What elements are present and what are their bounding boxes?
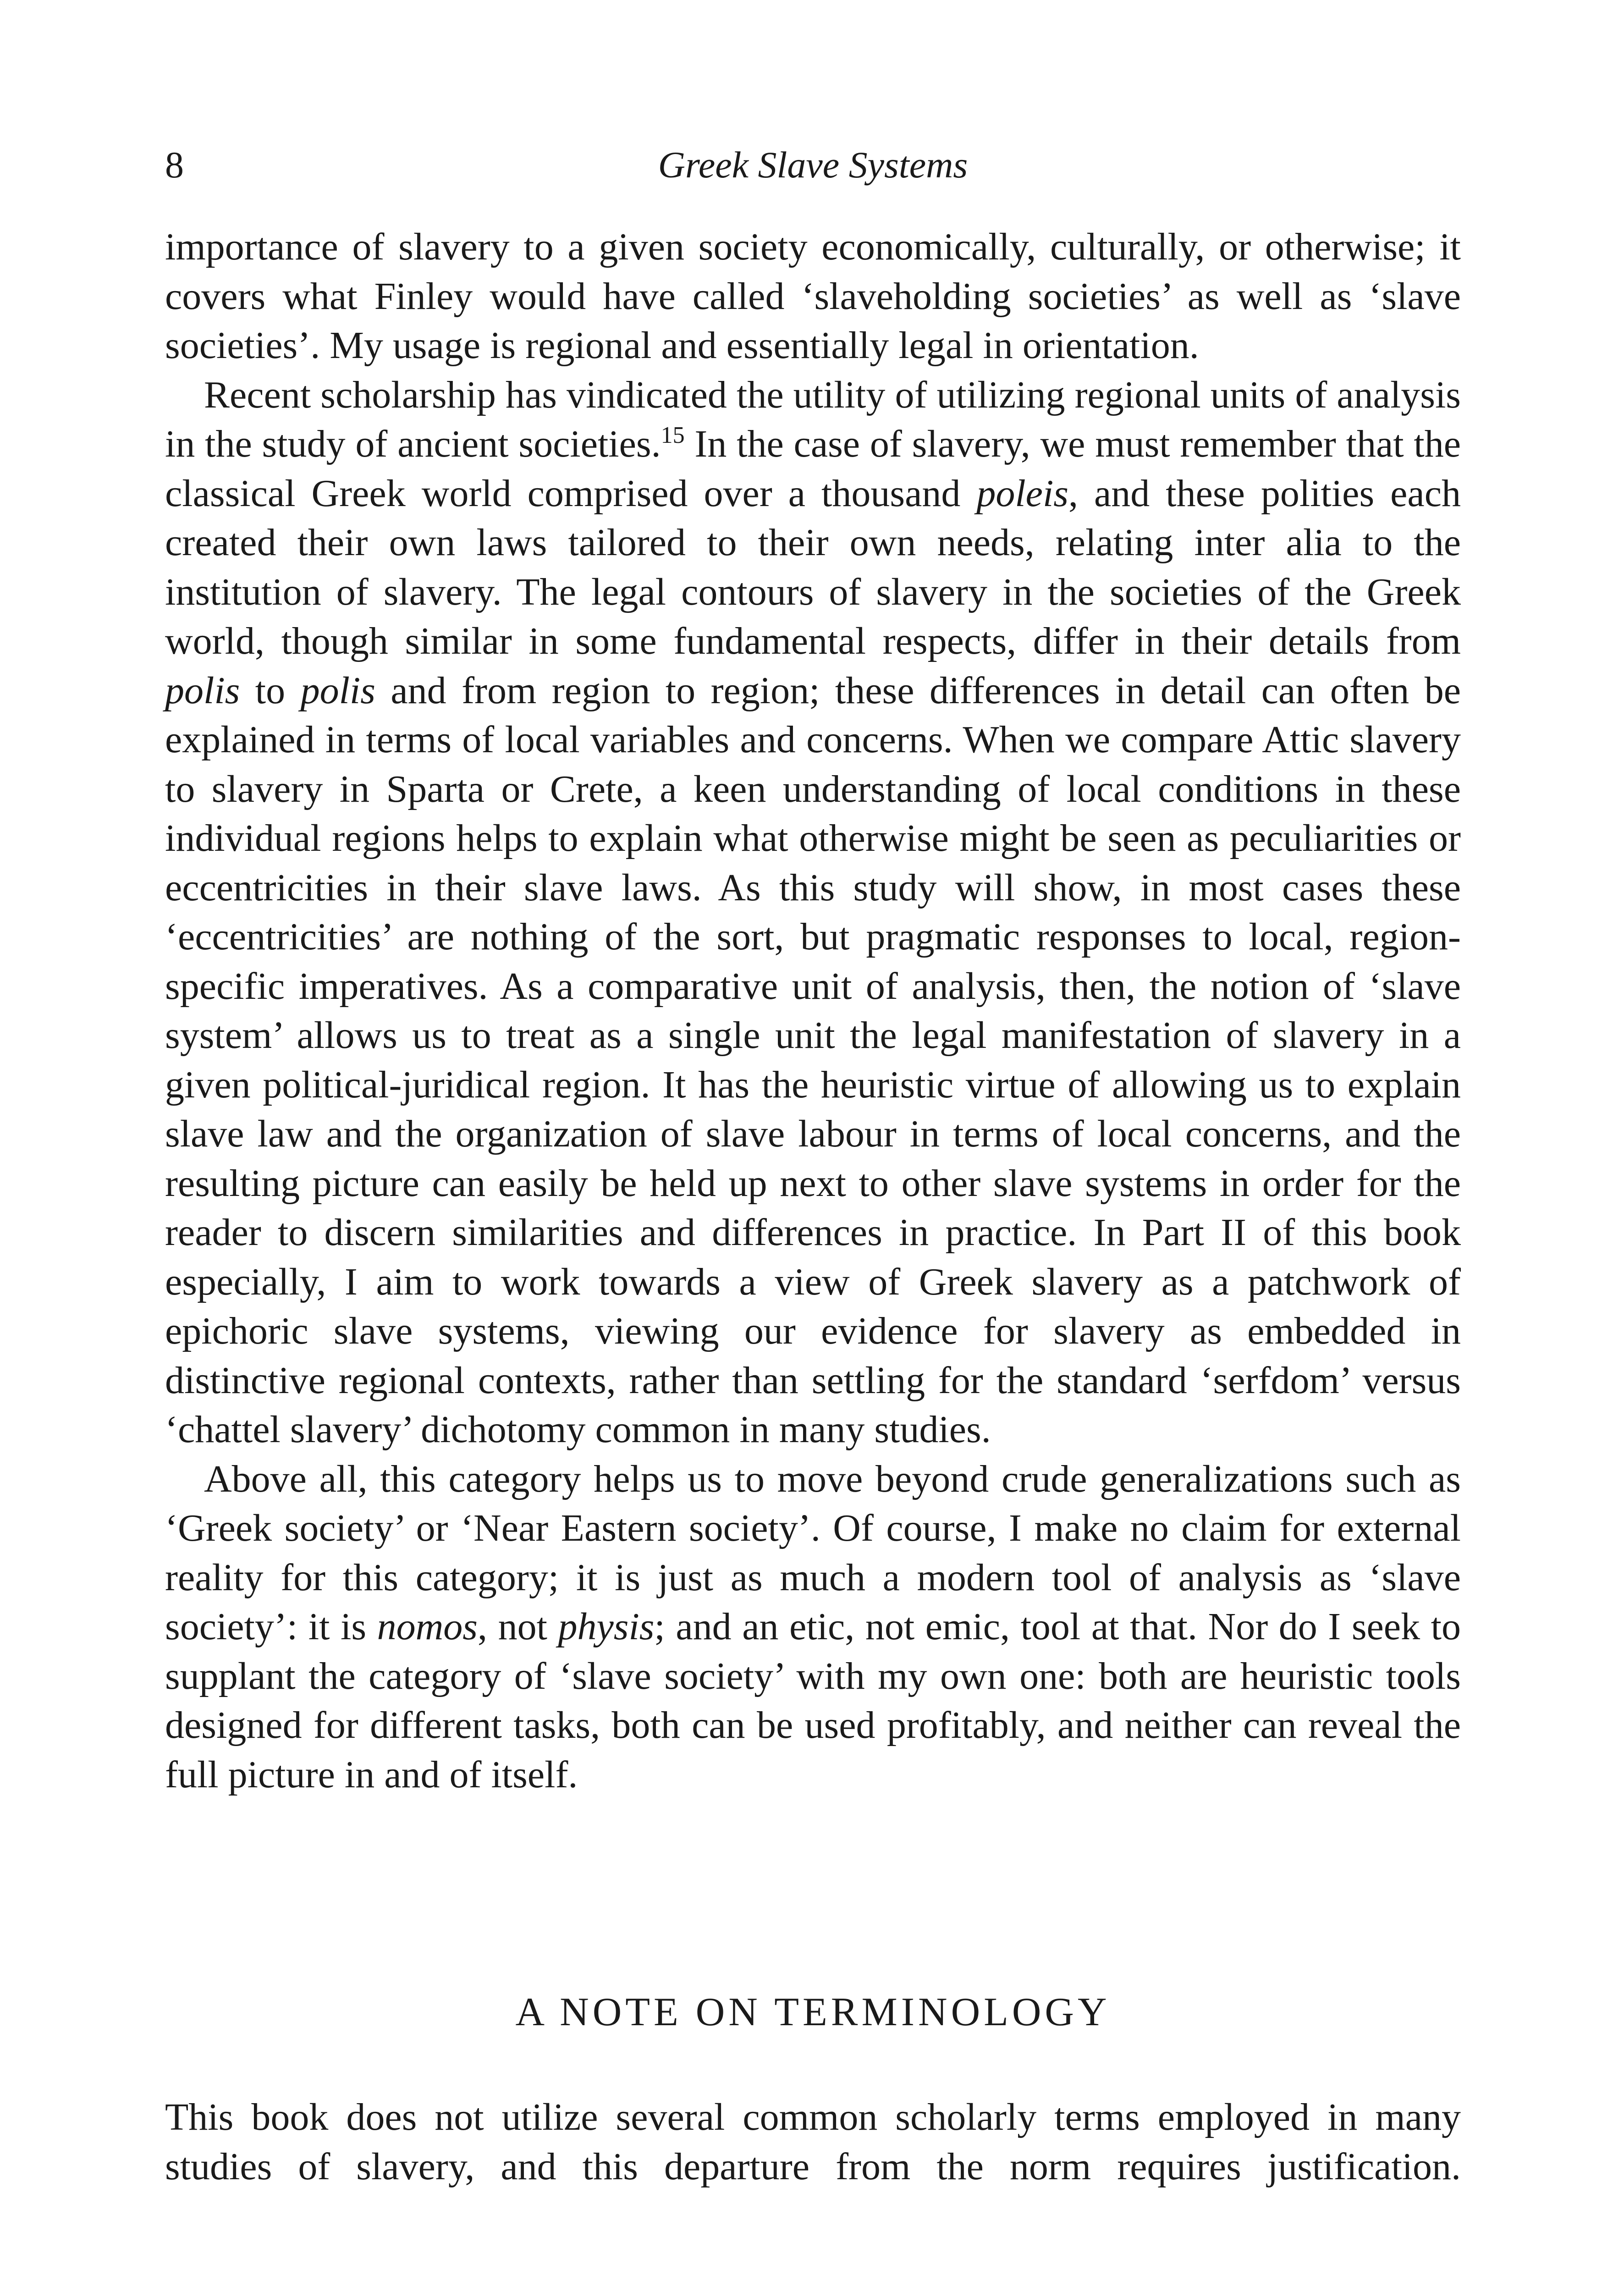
paragraph-1: importance of slavery to a given society economically, culturally, or otherwise; it covers what Finley would have called ‘slaveholding societies’ as well as ‘slave societies’. My usage is regional and essentially legal in orientation. — [165, 226, 1461, 367]
body-text — [165, 222, 1461, 1799]
italic-term-poleis: poleis — [976, 472, 1068, 515]
paragraph-2-text-a: Recent scholarship has vindicated the utility of utilizing regional units of analysis in the study of ancient societies. — [165, 373, 1461, 465]
footnote-reference: 15 — [661, 422, 685, 448]
italic-term-polis: polis — [300, 669, 375, 712]
paragraph-3-text-a: Above all, this category helps us to move beyond crude generalizations such as ‘Greek society’ or ‘Near Eastern society’. Of course, I make no claim for external reality for this category; it is just as much a modern tool of analysis as ‘slave society’: it is — [165, 1457, 1461, 1648]
section-heading: A NOTE ON TERMINOLOGY — [515, 1990, 1111, 2034]
paragraph-2-text-f: to — [240, 669, 301, 712]
book-page — [165, 0, 1461, 2292]
paragraph-2-text-d: , and these polities each created their own laws tailored to their own needs, relating inter alia to the institution of slavery. The legal contours of slavery in the societies of the Greek world, though similar in some fundamental respects, differ in their details from — [165, 472, 1461, 662]
italic-term-nomos: nomos — [377, 1605, 478, 1648]
section-paragraph: This book does not utilize several common scholarly terms employed in many studies of slavery, and this departure from the norm requires justification. — [165, 2096, 1461, 2188]
paragraph-2 — [165, 370, 1461, 1455]
paragraph-2-text-h: and from region to region; these differences in detail can often be explained in terms of local variables and concerns. When we compare Attic slavery to slavery in Sparta or Crete, a keen understanding of local conditions in these individual regions helps to explain what otherwise might be seen as peculiarities or eccentricities in their slave laws. As this study will show, in most cases these ‘eccentricities’ are nothing of the sort, but pragmatic responses to local, region-specific imperatives. As a comparative unit of analysis, then, the notion of ‘slave system’ allows us to treat as a single unit the legal manifestation of slavery in a given political-juridical region. It has the heuristic virtue of allowing us to explain slave law and the organization of slave labour in terms of local concerns, and the resulting picture can easily be held up next to other slave systems in order for the reader to discern similarities and differences in practice. In Part II of this book especially, I aim to work towards a view of Greek slavery as a patchwork of epichoric slave systems, viewing our evidence for slavery as embedded in distinctive regional contexts, rather than settling for the standard ‘serfdom’ versus ‘chattel slavery’ dichotomy common in many studies. — [165, 669, 1461, 1451]
paragraph-2-text-b: In the case of slavery, we must remember that the classical Greek world comprised over a thousand — [165, 423, 1461, 515]
paragraph-3 — [165, 1455, 1461, 1800]
paragraph-3-text-c: , not — [478, 1605, 558, 1648]
running-title: Greek Slave Systems — [658, 144, 968, 186]
running-head — [165, 138, 1461, 193]
italic-term-physis: physis — [558, 1605, 655, 1648]
italic-term-polis: polis — [165, 669, 240, 712]
page-number: 8 — [165, 144, 184, 186]
paragraph-3-text-e: ; and an etic, not emic, tool at that. Nor do I seek to supplant the category of ‘slave society’ with my own one: both are heuristic tools designed for different tasks, both can be used profitably, and neither can reveal the full picture in and of itself. — [165, 1605, 1461, 1796]
